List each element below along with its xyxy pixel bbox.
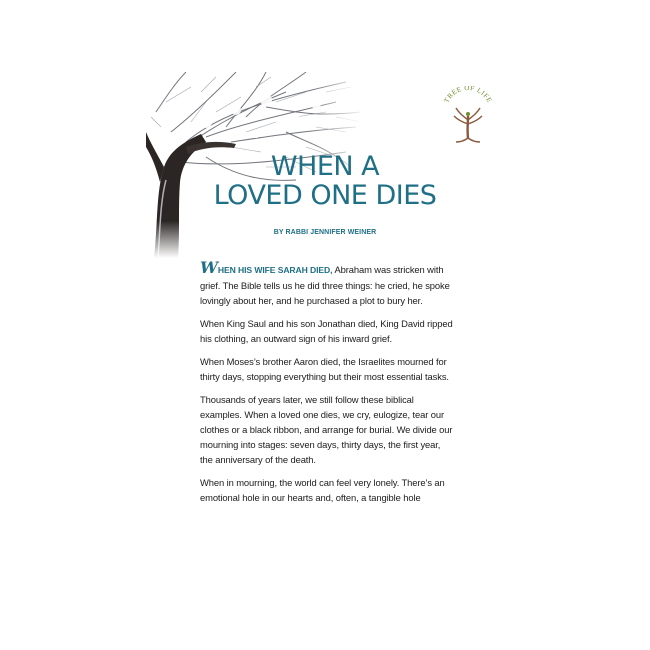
paragraph-4: Thousands of years later, we still follow these biblical examples. When a loved one dies, we cry, eulogize, tear our clothes or a black ribbon, and arrange for burial. We divide our mourning into stages: seven days, thirty days, the first year, the anniversary of the death.: [200, 394, 453, 465]
title-line-2: LOVED ONE DIES: [213, 180, 437, 211]
author-byline: BY RABBI JENNIFER WEINER: [273, 229, 377, 236]
lead-in-initial: W: [200, 258, 218, 277]
paragraph-1-text: Abraham was stricken with grief. The Bible tells us he did three things: he cried, he spoke lovingly about her, and he purchased a plot to bury her.: [200, 264, 450, 306]
lead-in: HEN HIS WIFE SARAH DIED,: [217, 265, 333, 275]
svg-text:TREE OF LIFE: [442, 86, 493, 104]
paragraph-5: When in mourning, the world can feel very lonely. There’s an emotional hole in our hearts and, often, a tangible hole: [200, 477, 445, 503]
title-line-1: WHEN A: [270, 151, 380, 182]
article-title: [200, 152, 450, 210]
paragraph-1: [200, 258, 454, 308]
paragraph-2: When King Saul and his son Jonathan died, King David ripped his clothing, an outward sign of his inward grief.: [200, 318, 453, 344]
tree-of-life-logo: [438, 86, 498, 146]
paragraph-3: When Moses’s brother Aaron died, the Israelites mourned for thirty days, stopping everything but their most essential tasks.: [200, 356, 449, 382]
logo-text: TREE OF LIFE: [442, 86, 494, 105]
article-body: [200, 258, 454, 513]
